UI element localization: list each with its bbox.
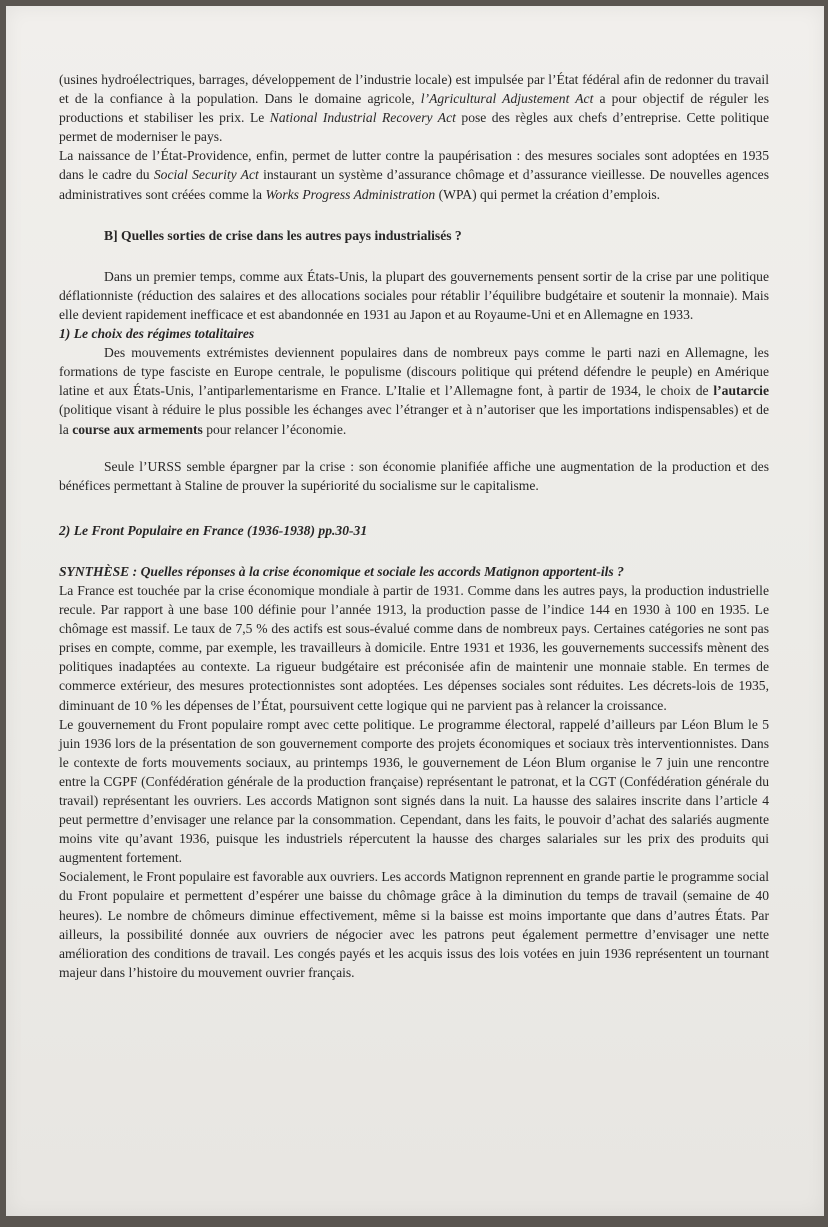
keyword-course-aux-armements: course aux armements [72, 421, 203, 437]
synthese-paragraph-2: Le gouvernement du Front populaire rompt avec cette politique. Le programme électoral, rappelé d’ailleurs par Léon Blum le 5 juin 1936 lors de la présentation de son gouvernement comporte des projets économiques et sociaux très interventionnistes. Dans le contexte de forts mouvements sociaux, au printemps 1936, le gouvernement de Léon Blum organise le 7 juin une rencontre entre la CGPF (Confédération générale de la production française) représentant le patronat, et la CGT (Confédération générale du travail) représentant les ouvriers. Les accords Matignon sont signés dans la nuit. La hausse des salaires inscrite dans l’article 4 peut permettre d’envisager une relance par la consommation. Cependant, dans les faits, le pouvoir d’achat des salariés augmente moins vite qu’avant 1936, puisque les industriels répercutent la hausse des charges salariales sur les prix des produits qui augmentent fortement. [59, 716, 769, 866]
intro-paragraph-2 [59, 146, 769, 203]
document-page [6, 6, 824, 1216]
text-run: Des mouvements extrémistes deviennent populaires dans de nombreux pays comme le parti nazi en Allemagne, les formations de type fasciste en Europe centrale, le populisme (discours politique qui prétend défendre le peuple) en Amérique latine et aux États-Unis, l’antiparlementarisme en France. L’Italie et l’Allemagne font, à partir de 1934, le choix de [59, 345, 769, 399]
text-run: (usines hydroélectriques, barrages, développement de l’industrie locale) est impulsée par l’État fédéral afin de redonner du travail et de la confiance à la population. Dans le domaine agricole, [59, 72, 769, 107]
subsection-1-paragraph-2: Seule l’URSS semble épargner par la crise : son économie planifiée affiche une augmentation de la production et des bénéfices permettant à Staline de prouver la supériorité du socialisme sur le capitalisme. [59, 458, 769, 493]
keyword-autarcie: l’autarcie [713, 383, 769, 399]
synthese-heading: SYNTHÈSE : Quelles réponses à la crise économique et sociale les accords Matignon apportent-ils ? [59, 563, 624, 579]
text-run: (WPA) qui permet la création d’emplois. [435, 186, 661, 202]
act-name-ssa: Social Security Act [153, 167, 259, 183]
agency-name-wpa: Works Progress Administration [265, 186, 436, 202]
text-run: (politique visant à réduire le plus possible les échanges avec l’étranger et à n’autoriser que les importations indispensables) et de la [59, 402, 769, 437]
text-run: instaurant un système d’assurance chômage et d’assurance vieillesse. De nouvelles agences administratives sont créées comme la [59, 167, 769, 202]
section-b-heading: B] Quelles sorties de crise dans les autres pays industrialisés ? [104, 227, 462, 243]
document-body [59, 70, 769, 982]
act-name-aaa: l’Agricultural Adjustement Act [420, 91, 594, 107]
text-run: pose des règles aux chefs d’entreprise. Cette politique permet de moderniser le pays. [59, 110, 769, 145]
text-run: a pour objectif de réguler les productions et stabiliser les prix. Le [59, 91, 769, 126]
text-run: pour relancer l’économie. [202, 421, 347, 437]
subsection-2-heading: 2) Le Front Populaire en France (1936-1938) pp.30-31 [59, 522, 368, 538]
act-name-nira: National Industrial Recovery Act [269, 110, 456, 126]
subsection-1-paragraph-1 [59, 343, 769, 438]
subsection-1-heading: 1) Le choix des régimes totalitaires [59, 326, 255, 342]
synthese-paragraph-1: La France est touchée par la crise économique mondiale à partir de 1931. Comme dans les autres pays, la production industrielle recule. Par rapport à une base 100 définie pour l’année 1913, la production passe de l’indice 144 en 1930 à 100 en 1935. Le chômage est massif. Le taux de 7,5 % des actifs est sous-évalué comme dans de nombreux pays. Certaines catégories ne sont pas prises en compte, comme, par exemple, les travailleurs à domicile. Entre 1931 et 1936, les gouvernements successifs mènent des politiques inadaptées au contexte. La rigueur budgétaire est préconisée afin de maintenir une monnaie stable. En termes de commerce extérieur, des mesures protectionnistes sont adoptées. Les dépenses sociales sont réduites. Les décrets-lois de 1935, diminuant de 10 % les dépenses de l’État, poursuivent cette logique qui ne parvient pas à relancer la croissance. [59, 582, 769, 713]
text-run: La naissance de l’État-Providence, enfin, permet de lutter contre la paupérisation : des mesures sociales sont adoptées en 1935 dans le cadre du [59, 148, 769, 183]
section-b-paragraph: Dans un premier temps, comme aux États-Unis, la plupart des gouvernements pensent sortir de la crise par une politique déflationniste (réduction des salaires et des allocations sociales pour rétablir l’équilibre budgétaire et soutenir la monnaie). Mais elle devient rapidement inefficace et est abandonnée en 1931 au Japon et au Royaume-Uni et en Allemagne en 1933. [59, 268, 769, 322]
intro-paragraph-1 [59, 70, 769, 146]
synthese-paragraph-3: Socialement, le Front populaire est favorable aux ouvriers. Les accords Matignon reprennent en grande partie le programme social du Front populaire et permettent d’espérer une baisse du chômage grâce à la diminution du temps de travail (semaine de 40 heures). Le nombre de chômeurs diminue effectivement, même si la baisse est moins importante que dans d’autres États. Par ailleurs, la possibilité donnée aux ouvriers de négocier avec les patrons peut également permettre d’envisager une nette amélioration des conditions de travail. Les congés payés et les acquis issus des lois votées en juin 1936 représentent un tournant majeur dans l’histoire du mouvement ouvrier français. [59, 869, 770, 980]
